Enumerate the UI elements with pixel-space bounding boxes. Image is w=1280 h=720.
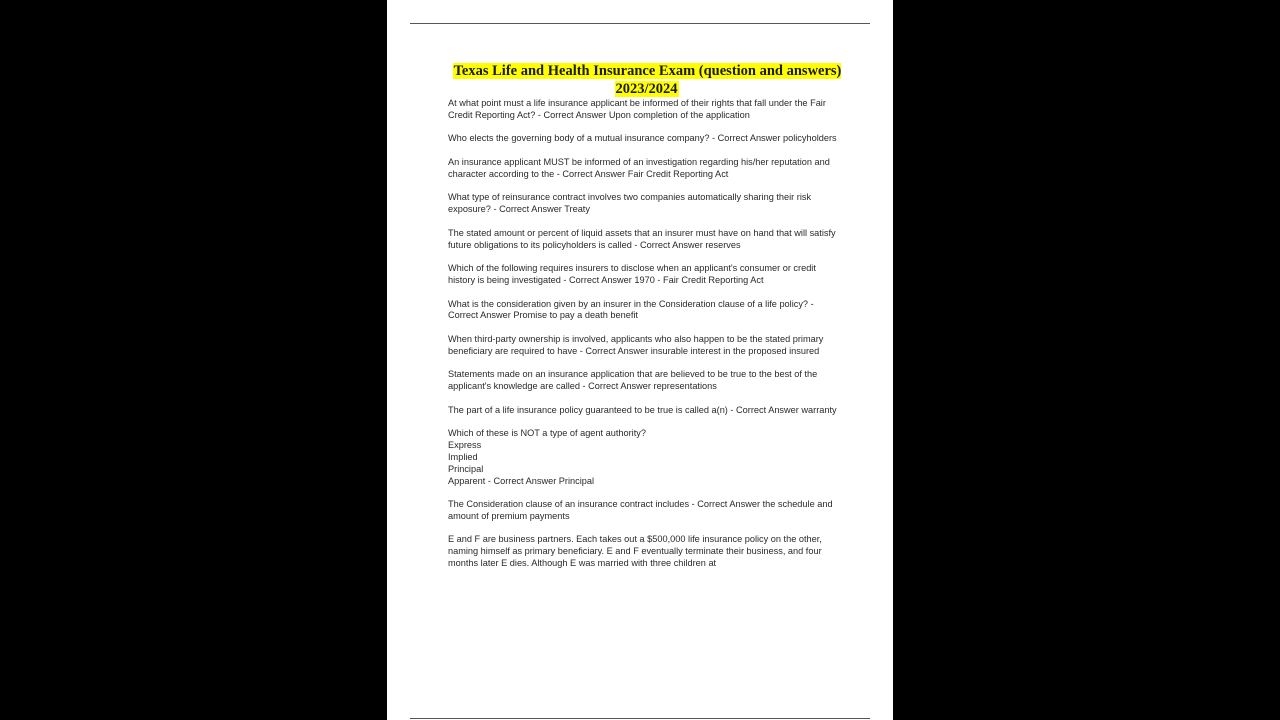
document-page [387,0,893,720]
footer-rule [410,718,870,719]
document-body [448,98,844,582]
qa-item: An insurance applicant MUST be informed of an investigation regarding his/her reputation and character according to the - Correct Answer Fair Credit Reporting Act [448,156,830,179]
qa-item: Which of these is NOT a type of agent authority? Express Implied Principal Apparent - Correct Answer Principal [448,428,646,486]
title-highlight: Texas Life and Health Insurance Exam (question and answers) 2023/2024 [453,63,842,97]
qa-item: What is the consideration given by an insurer in the Consideration clause of a life policy? - Correct Answer Promise to pay a death benefit [448,298,814,321]
qa-item: Which of the following requires insurers to disclose when an applicant's consumer or credit history is being investigated - Correct Answer 1970 - Fair Credit Reporting Act [448,263,816,285]
qa-item: What type of reinsurance contract involves two companies automatically sharing their risk exposure? - Correct Answer Treaty [448,192,812,215]
qa-item: Statements made on an insurance application that are believed to be true to the best of the applicant's knowledge are called - Correct Answer representations [448,369,818,392]
document-title [447,62,847,98]
qa-item: E and F are business partners. Each takes out a $500,000 life insurance policy on the other, naming himself as primary beneficiary. E and F eventually terminate their business, and four months later E dies. Although E was married with three children at [448,534,822,569]
qa-item: When third-party ownership is involved, applicants who also happen to be the stated primary beneficiary are required to have - Correct Answer insurable interest in the proposed insured [448,333,824,356]
qa-item: The Consideration clause of an insurance contract includes - Correct Answer the schedule and amount of premium payments [448,499,833,521]
qa-item: At what point must a life insurance applicant be informed of their rights that fall under the Fair Credit Reporting Act? - Correct Answer Upon completion of the application [448,98,826,120]
qa-item: The part of a life insurance policy guaranteed to be true is called a(n) - Correct Answer warranty [448,404,837,415]
qa-item: Who elects the governing body of a mutual insurance company? - Correct Answer policyholders [448,133,837,144]
header-rule [410,23,870,24]
qa-item: The stated amount or percent of liquid assets that an insurer must have on hand that will satisfy future obligations to its policyholders is called - Correct Answer reserves [448,227,836,250]
